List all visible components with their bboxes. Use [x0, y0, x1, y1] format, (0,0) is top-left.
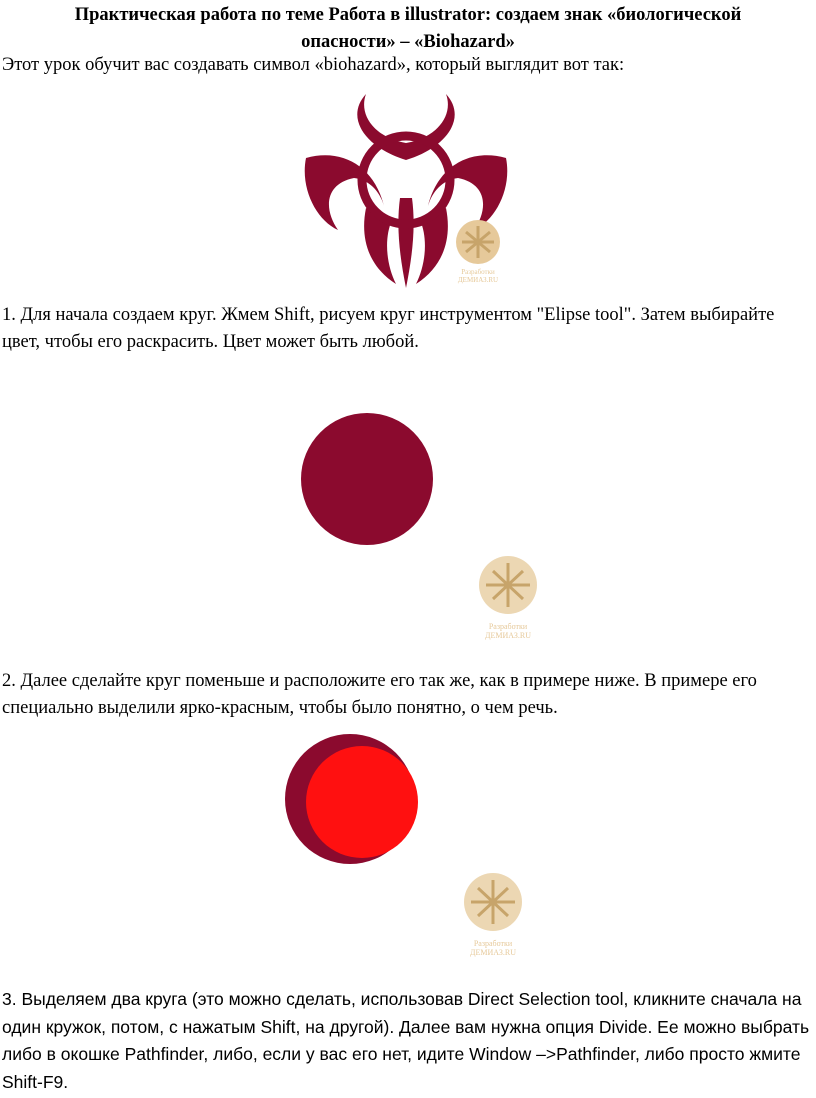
- watermark-text-1: Разработки: [488, 622, 528, 631]
- watermark-text-2: ДЕМИАЗ.RU: [470, 948, 516, 957]
- watermark-text-1: Разработки: [461, 268, 495, 276]
- title-line-1: Практическая работа по теме Работа в illustrator: создаем знак «биологической: [74, 5, 742, 25]
- step-2-paragraph: 2. Далее сделайте круг поменьше и расположите его так же, как в примере ниже. В примере его специально выделили ярко-красным, чтобы было понятно, о чем речь.: [2, 671, 757, 718]
- dark-red-circle: [300, 412, 434, 546]
- intro-paragraph: Этот урок обучит вас создавать символ «biohazard», который выглядит вот так:: [2, 55, 625, 75]
- watermark-icon: [462, 872, 528, 958]
- watermark-logo-2: [475, 555, 541, 641]
- step-3-paragraph: 3. Выделяем два круга (это можно сделать, использовав Direct Selection tool, кликните сначала на один кружок, потом, с нажатым Shift, на другой). Далее вам нужна опция Divide. Ее можно выбрать либо в окошке Pathfinder, либо, если у вас его нет, идите Window –>Pathfinder, либо просто жмите Shift-F9.: [2, 989, 810, 1092]
- watermark-text-2: ДЕМИАЗ.RU: [485, 631, 531, 640]
- step-1-paragraph: 1. Для начала создаем круг. Жмем Shift, рисуем круг инструментом "Elipse tool". Затем выбирайте цвет, чтобы его раскрасить. Цвет может быть любой.: [2, 305, 775, 352]
- watermark-text-1: Разработки: [473, 939, 513, 948]
- watermark-logo-1: [452, 218, 512, 284]
- overlapping-circles: [284, 732, 424, 866]
- watermark-icon: [452, 218, 512, 284]
- watermark-logo-3: [462, 872, 528, 958]
- watermark-text-2: ДЕМИАЗ.RU: [457, 276, 499, 284]
- title-line-2: опасности» – «Biohazard»: [301, 32, 515, 52]
- two-circles-figure: [284, 732, 424, 866]
- page-title: [0, 2, 816, 56]
- watermark-icon: [475, 555, 541, 641]
- circle-figure: [300, 412, 434, 546]
